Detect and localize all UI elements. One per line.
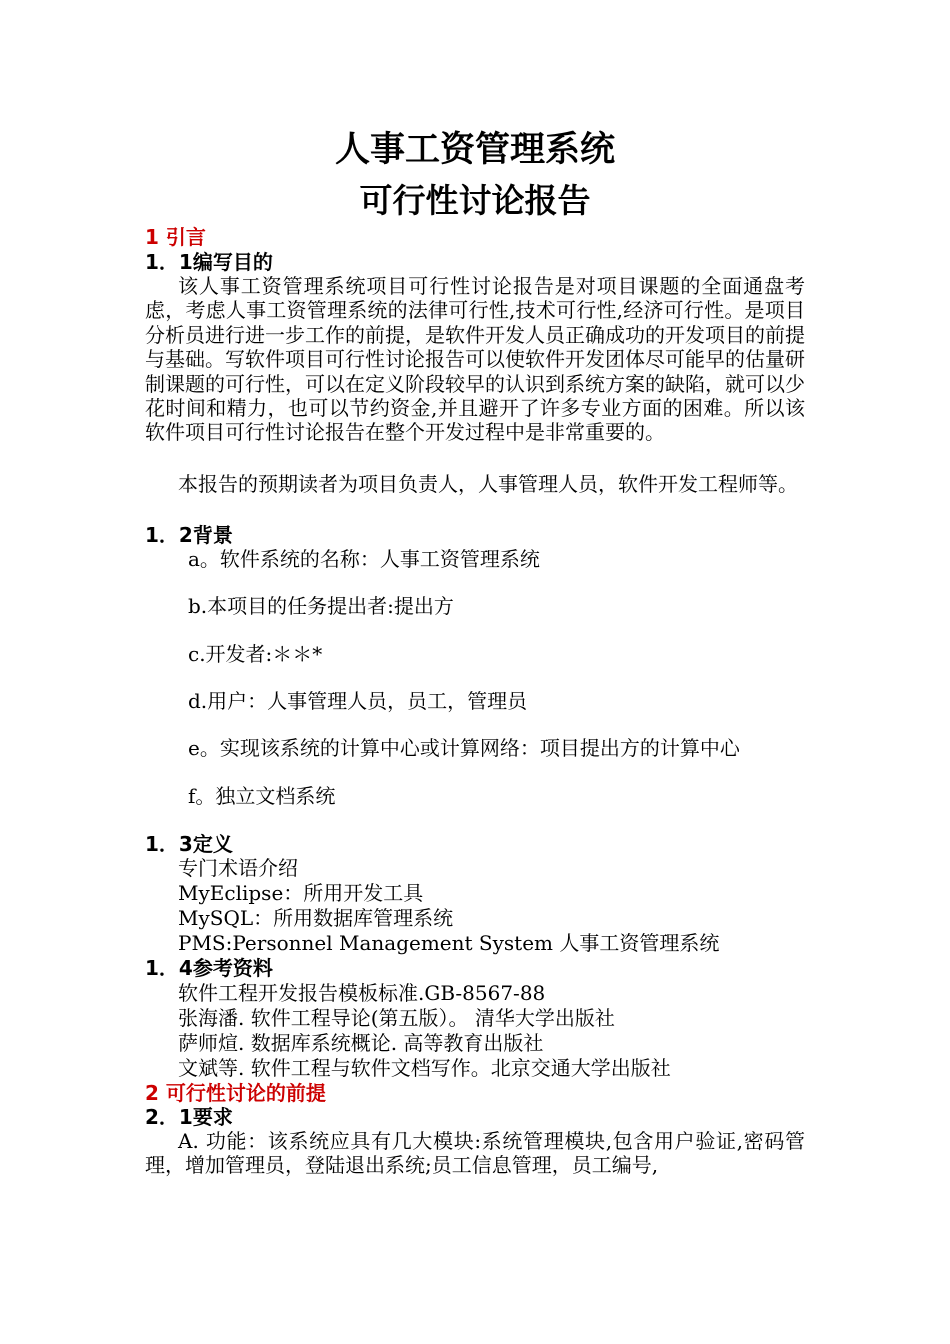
reference-line: 软件工程开发报告模板标准.GB-8567-88 [178,981,546,1005]
background-item: c.开发者:＊＊* [188,642,323,666]
section-2-1-paragraph: A. 功能：该系统应具有几大模块:系统管理模块,包含用户验证,密码管理，增加管理员，登陆退出系统;员工信息管理，员工编号, [145,1129,805,1178]
document-subtitle: 可行性讨论报告 [359,181,591,220]
section-1-heading: 1 引言 [145,225,206,249]
section-1-1-heading: 1．1编写目的 [145,250,273,274]
definition-line: MySQL：所用数据库管理系统 [178,906,454,930]
section-1-1-paragraph-1: 该人事工资管理系统项目可行性讨论报告是对项目课题的全面通盘考虑，考虑人事工资管理系统的法律可行性,技术可行性,经济可行性。是项目分析员进行进一步工作的前提，是软件开发人员正确成功的开发项目的前提与基础。写软件项目可行性讨论报告可以使软件开发团体尽可能早的估量研制课题的可行性，可以在定义阶段较早的认识到系统方案的缺陷，就可以少花时间和精力，也可以节约资金,并且避开了许多专业方面的困难。所以该软件项目可行性讨论报告在整个开发过程中是非常重要的。 [145,274,805,445]
background-item: f。独立文档系统 [188,784,336,808]
reference-line: 文斌等. 软件工程与软件文档写作。北京交通大学出版社 [178,1056,671,1080]
section-1-3-heading: 1．3定义 [145,832,233,856]
background-item: b.本项目的任务提出者:提出方 [188,594,454,618]
background-item: d.用户：人事管理人员，员工，管理员 [188,689,528,713]
background-item: e。实现该系统的计算中心或计算网络：项目提出方的计算中心 [188,736,740,760]
reference-line: 萨师煊. 数据库系统概论. 高等教育出版社 [178,1031,544,1055]
section-1-1-paragraph-2: 本报告的预期读者为项目负责人，人事管理人员，软件开发工程师等。 [178,472,798,496]
background-item: a。软件系统的名称：人事工资管理系统 [188,547,540,571]
section-1-4-heading: 1．4参考资料 [145,956,273,980]
section-1-2-heading: 1．2背景 [145,523,233,547]
section-2-heading: 2 可行性讨论的前提 [145,1081,326,1105]
definition-line: 专门术语介绍 [178,856,298,880]
reference-line: 张海潘. 软件工程导论(第五版）。 清华大学出版社 [178,1006,615,1030]
document-title: 人事工资管理系统 [334,130,615,170]
definition-line: PMS:Personnel Management System 人事工资管理系统 [178,931,720,955]
definition-line: MyEclipse：所用开发工具 [178,881,424,905]
section-2-1-heading: 2．1要求 [145,1105,233,1129]
